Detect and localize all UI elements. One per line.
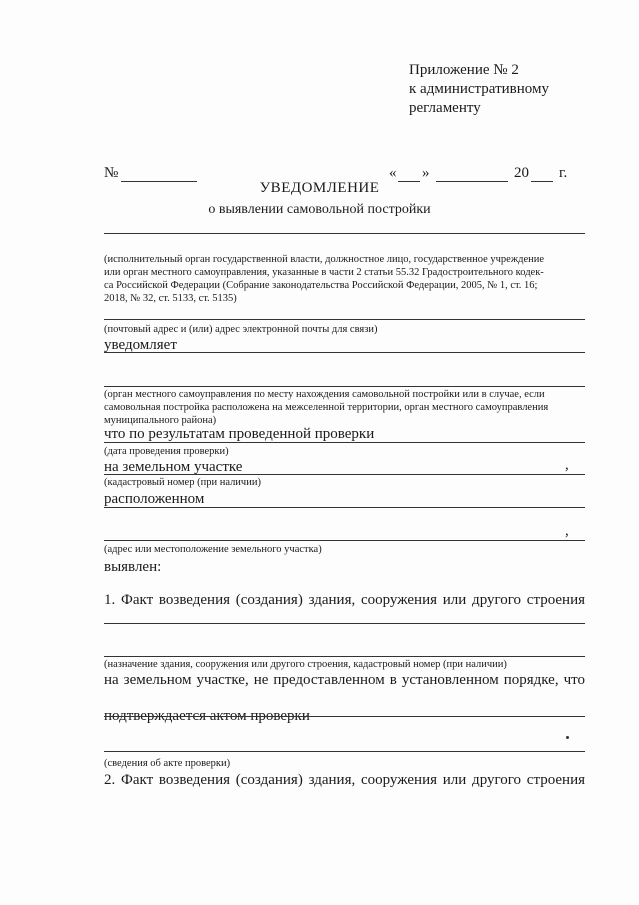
check-date-caption: (дата проведения проверки)	[104, 446, 229, 457]
address-field-line	[104, 319, 585, 320]
location-field-line	[104, 540, 585, 541]
act-info-field-line	[104, 751, 585, 752]
location-caption: (адрес или местоположение земельного участка)	[104, 544, 322, 555]
item1-text: 1. Факт возведения (создания) здания, сооружения или другого строения	[104, 592, 585, 608]
located-text: расположенном	[104, 491, 205, 507]
year-prefix: 20	[514, 165, 529, 181]
document-subtitle: о выявлении самовольной постройки	[208, 202, 431, 217]
address-caption: (почтовый адрес и (или) адрес электронной почты для связи)	[104, 324, 378, 335]
confirmed-text: подтверждается актом проверки	[104, 708, 310, 724]
on-land-text: на земельном участке	[104, 459, 243, 475]
authority-caption: (исполнительный орган государственной власти, должностное лицо, государственное учреждение или орган местного самоуправления, указанные в части 2 статьи 55.32 Градостроительного кодек- са Российской Федерации (Собрание законодательства Российской Федерации, 2005, № 1, ст. 16; 2018, № 32, ст. 5133, ст. 5135)	[104, 254, 545, 304]
authority-field-line	[104, 233, 585, 234]
stray-mark	[566, 736, 569, 739]
appendix-line2: к административному	[409, 81, 549, 97]
notifies-text: уведомляет	[104, 337, 177, 353]
close-quote: »	[422, 165, 430, 181]
document-title: УВЕДОМЛЕНИЕ	[259, 180, 380, 196]
item2-text: 2. Факт возведения (создания) здания, сооружения или другого строения	[104, 772, 585, 788]
on-land-comma: ,	[565, 457, 569, 473]
found-text: выявлен:	[104, 559, 162, 575]
number-sign: №	[104, 165, 119, 181]
local-gov-field-line	[104, 386, 585, 387]
local-gov-caption: (орган местного самоуправления по месту нахождения самовольной постройки или в случае, если самовольная постройка расположена на межселенной территории, орган местного самоуправления муниципального района)	[104, 389, 549, 426]
act-info-caption: (сведения об акте проверки)	[104, 758, 231, 769]
item1-line-2	[104, 656, 585, 657]
purpose-caption: (назначение здания, сооружения или другого строения, кадастровый номер (при наличии)	[104, 659, 507, 670]
notifies-line	[104, 352, 585, 353]
appendix-line1: Приложение № 2	[409, 62, 519, 78]
open-quote: «	[389, 165, 397, 181]
appendix-line3: регламенту	[409, 100, 481, 116]
not-provided-text: на земельном участке, не предоставленном в установленном порядке, что	[104, 672, 585, 688]
year-suffix: г.	[559, 165, 568, 181]
cadastral-caption: (кадастровый номер (при наличии)	[104, 477, 261, 488]
located-line	[104, 507, 585, 508]
location-comma: ,	[565, 523, 569, 539]
on-land-line	[104, 474, 585, 475]
item1-line-1	[104, 623, 585, 624]
confirmed-line	[104, 716, 585, 717]
result-text: что по результатам проведенной проверки	[104, 426, 375, 442]
result-line	[104, 442, 585, 443]
